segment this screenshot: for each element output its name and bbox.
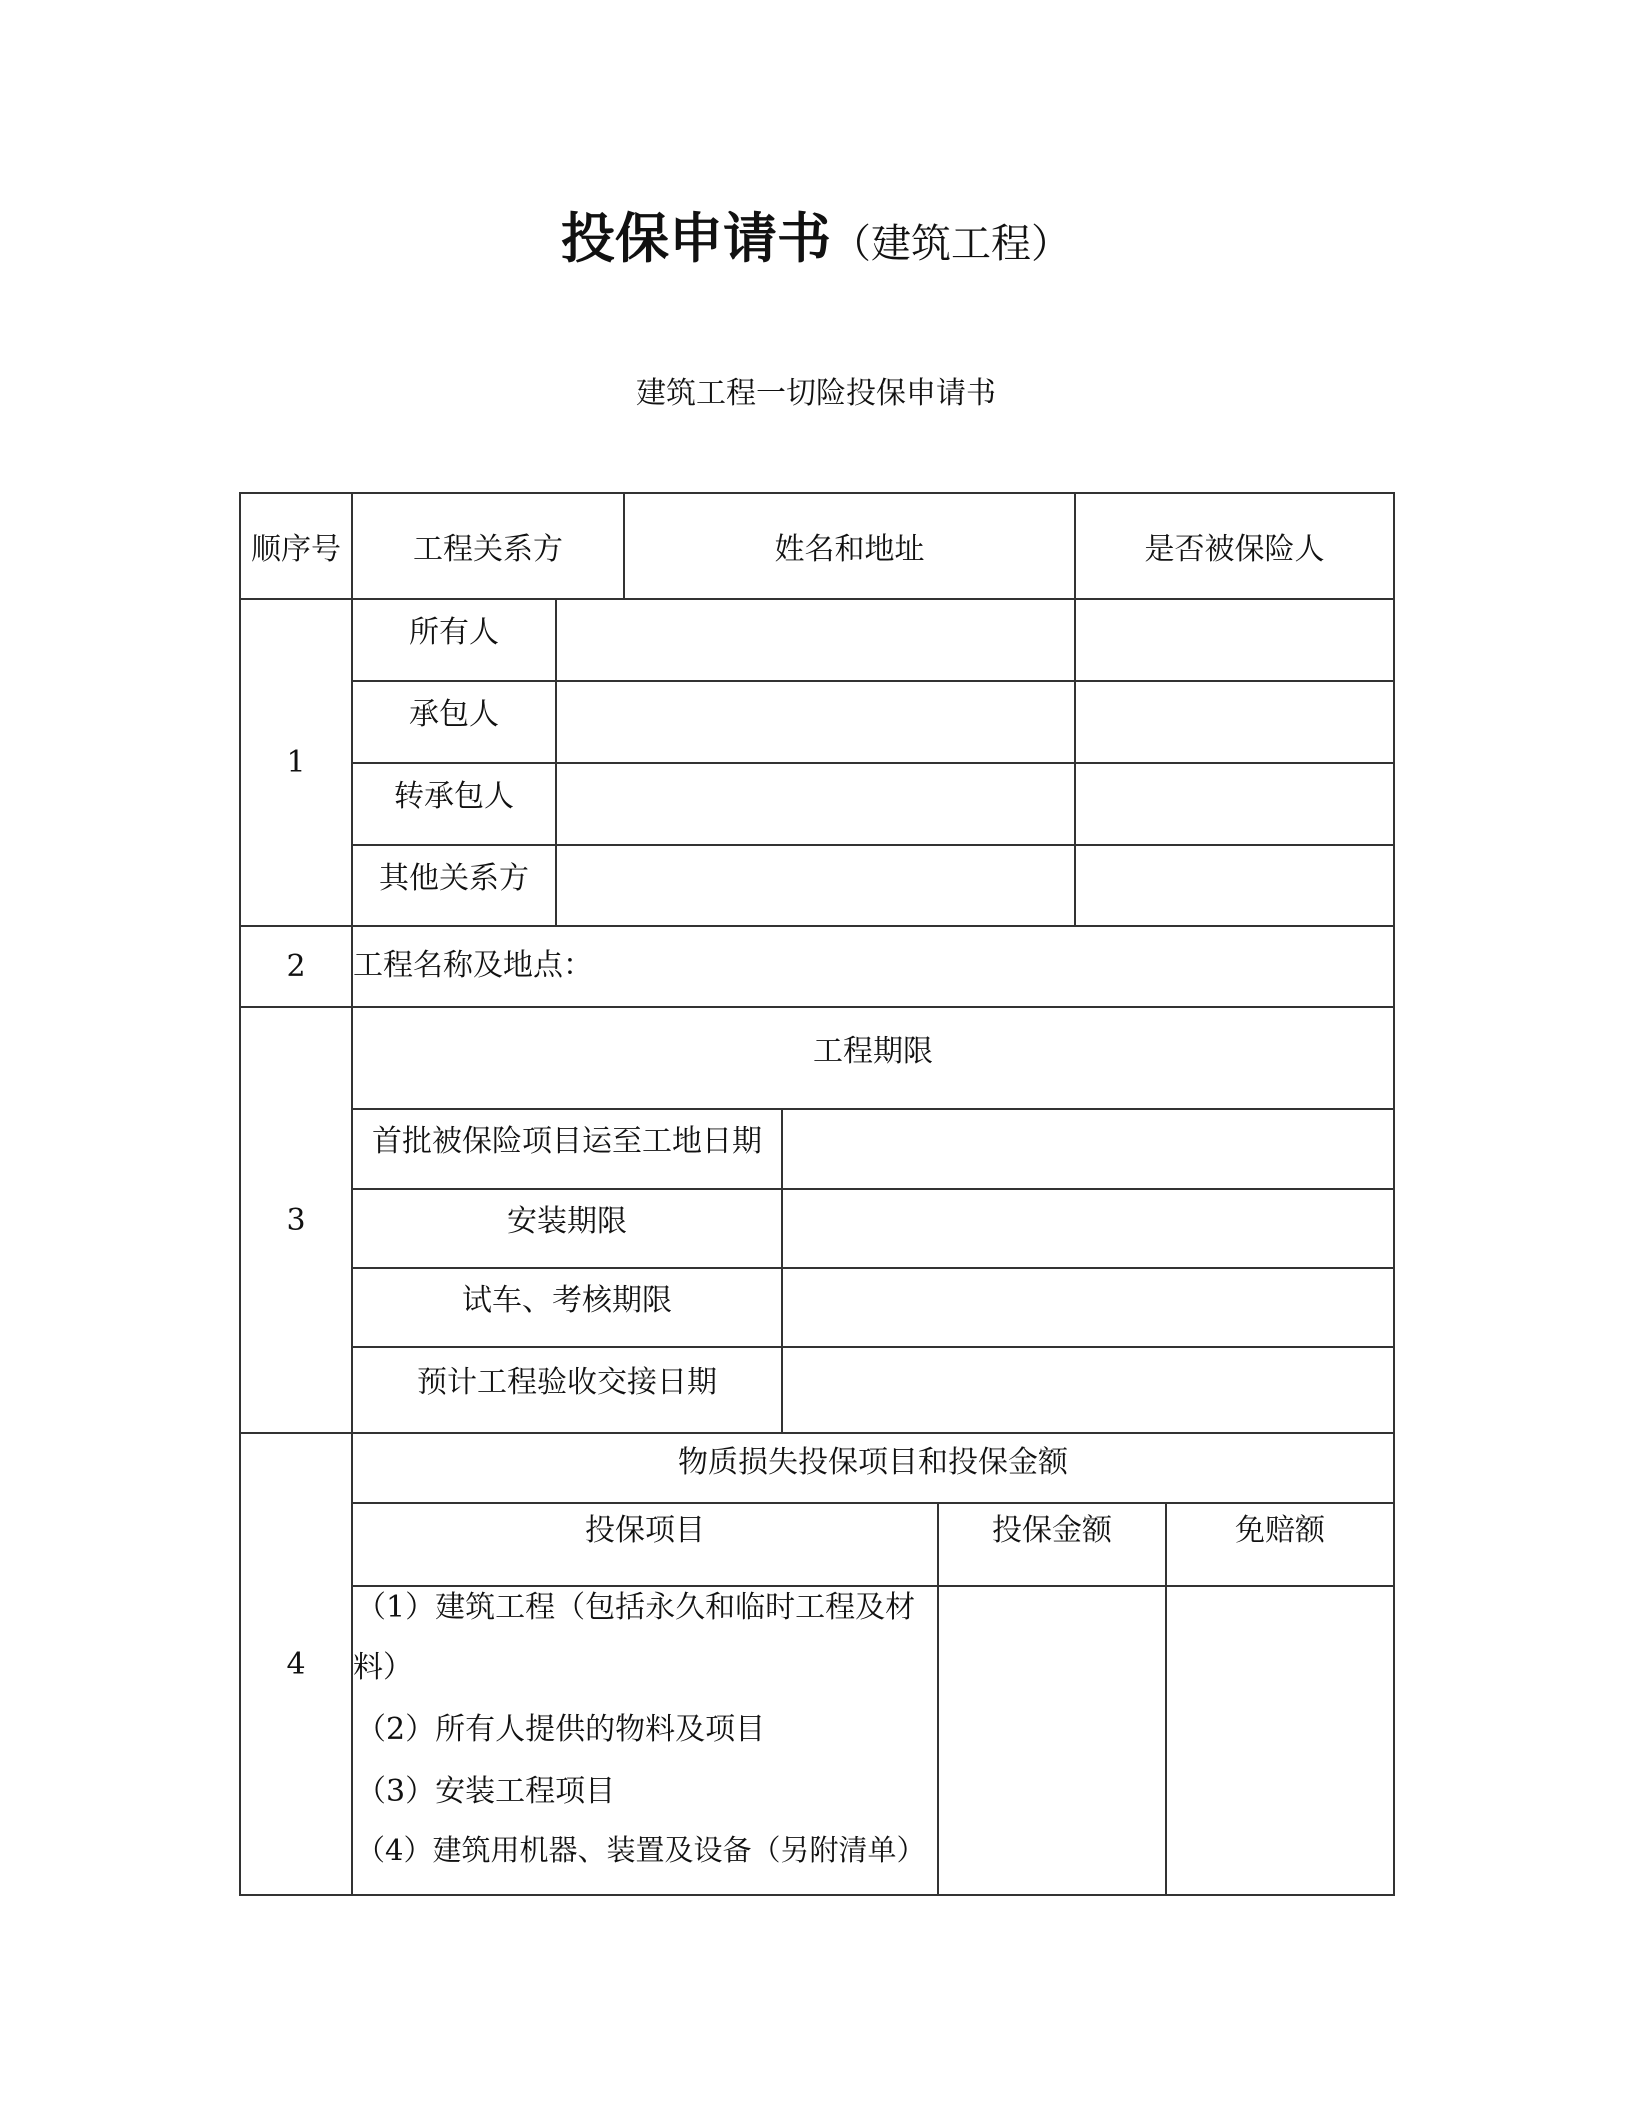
- insured-amount-column-header: 投保金额: [992, 1513, 1112, 1548]
- rule: [937, 1502, 939, 1896]
- row4-number: 4: [286, 1646, 306, 1682]
- insured-item-4: （4）建筑用机器、装置及设备（另附清单）: [356, 1833, 926, 1867]
- row2-number: 2: [286, 949, 306, 984]
- party-other: 其他关系方: [379, 861, 529, 896]
- deductible-column-header: 免赔额: [1235, 1513, 1325, 1548]
- document-title: [0, 196, 1632, 273]
- rule: [781, 1108, 783, 1434]
- header-seq: 顺序号: [251, 532, 341, 567]
- header-insured: 是否被保险人: [1144, 532, 1325, 567]
- rule: [1165, 1502, 1167, 1896]
- insured-item-3: （3）安装工程项目: [356, 1774, 616, 1809]
- header-name-address: 姓名和地址: [774, 532, 925, 567]
- header-party: 工程关系方: [413, 532, 563, 567]
- material-loss-heading: 物质损失投保项目和投保金额: [678, 1445, 1068, 1480]
- party-owner: 所有人: [409, 615, 499, 650]
- installation-period-label: 安装期限: [507, 1204, 627, 1239]
- first-delivery-date-label: 首批被保险项目运至工地日期: [372, 1124, 762, 1159]
- party-contractor: 承包人: [409, 697, 499, 732]
- title-sub: （建筑工程）: [831, 221, 1071, 267]
- title-main: 投保申请书: [561, 207, 831, 270]
- insured-item-2: （2）所有人提供的物料及项目: [356, 1712, 766, 1747]
- project-period-heading: 工程期限: [813, 1034, 933, 1069]
- rule: [239, 925, 1395, 927]
- insured-item-1-continued: 料）: [353, 1650, 413, 1685]
- test-run-period-label: 试车、考核期限: [462, 1283, 672, 1318]
- rule: [239, 1894, 1395, 1896]
- party-subcontractor: 转承包人: [394, 779, 514, 814]
- project-name-location-label: 工程名称及地点：: [353, 948, 593, 983]
- rule: [555, 598, 557, 927]
- expected-handover-date-label: 预计工程验收交接日期: [417, 1365, 717, 1400]
- insured-item-1: （1）建筑工程（包括永久和临时工程及材: [356, 1590, 916, 1625]
- rule: [1393, 492, 1395, 1896]
- insured-item-column-header: 投保项目: [585, 1513, 705, 1548]
- row3-number: 3: [286, 1202, 306, 1238]
- row1-number: 1: [286, 745, 306, 780]
- document-subtitle: 建筑工程一切险投保申请书: [636, 376, 996, 411]
